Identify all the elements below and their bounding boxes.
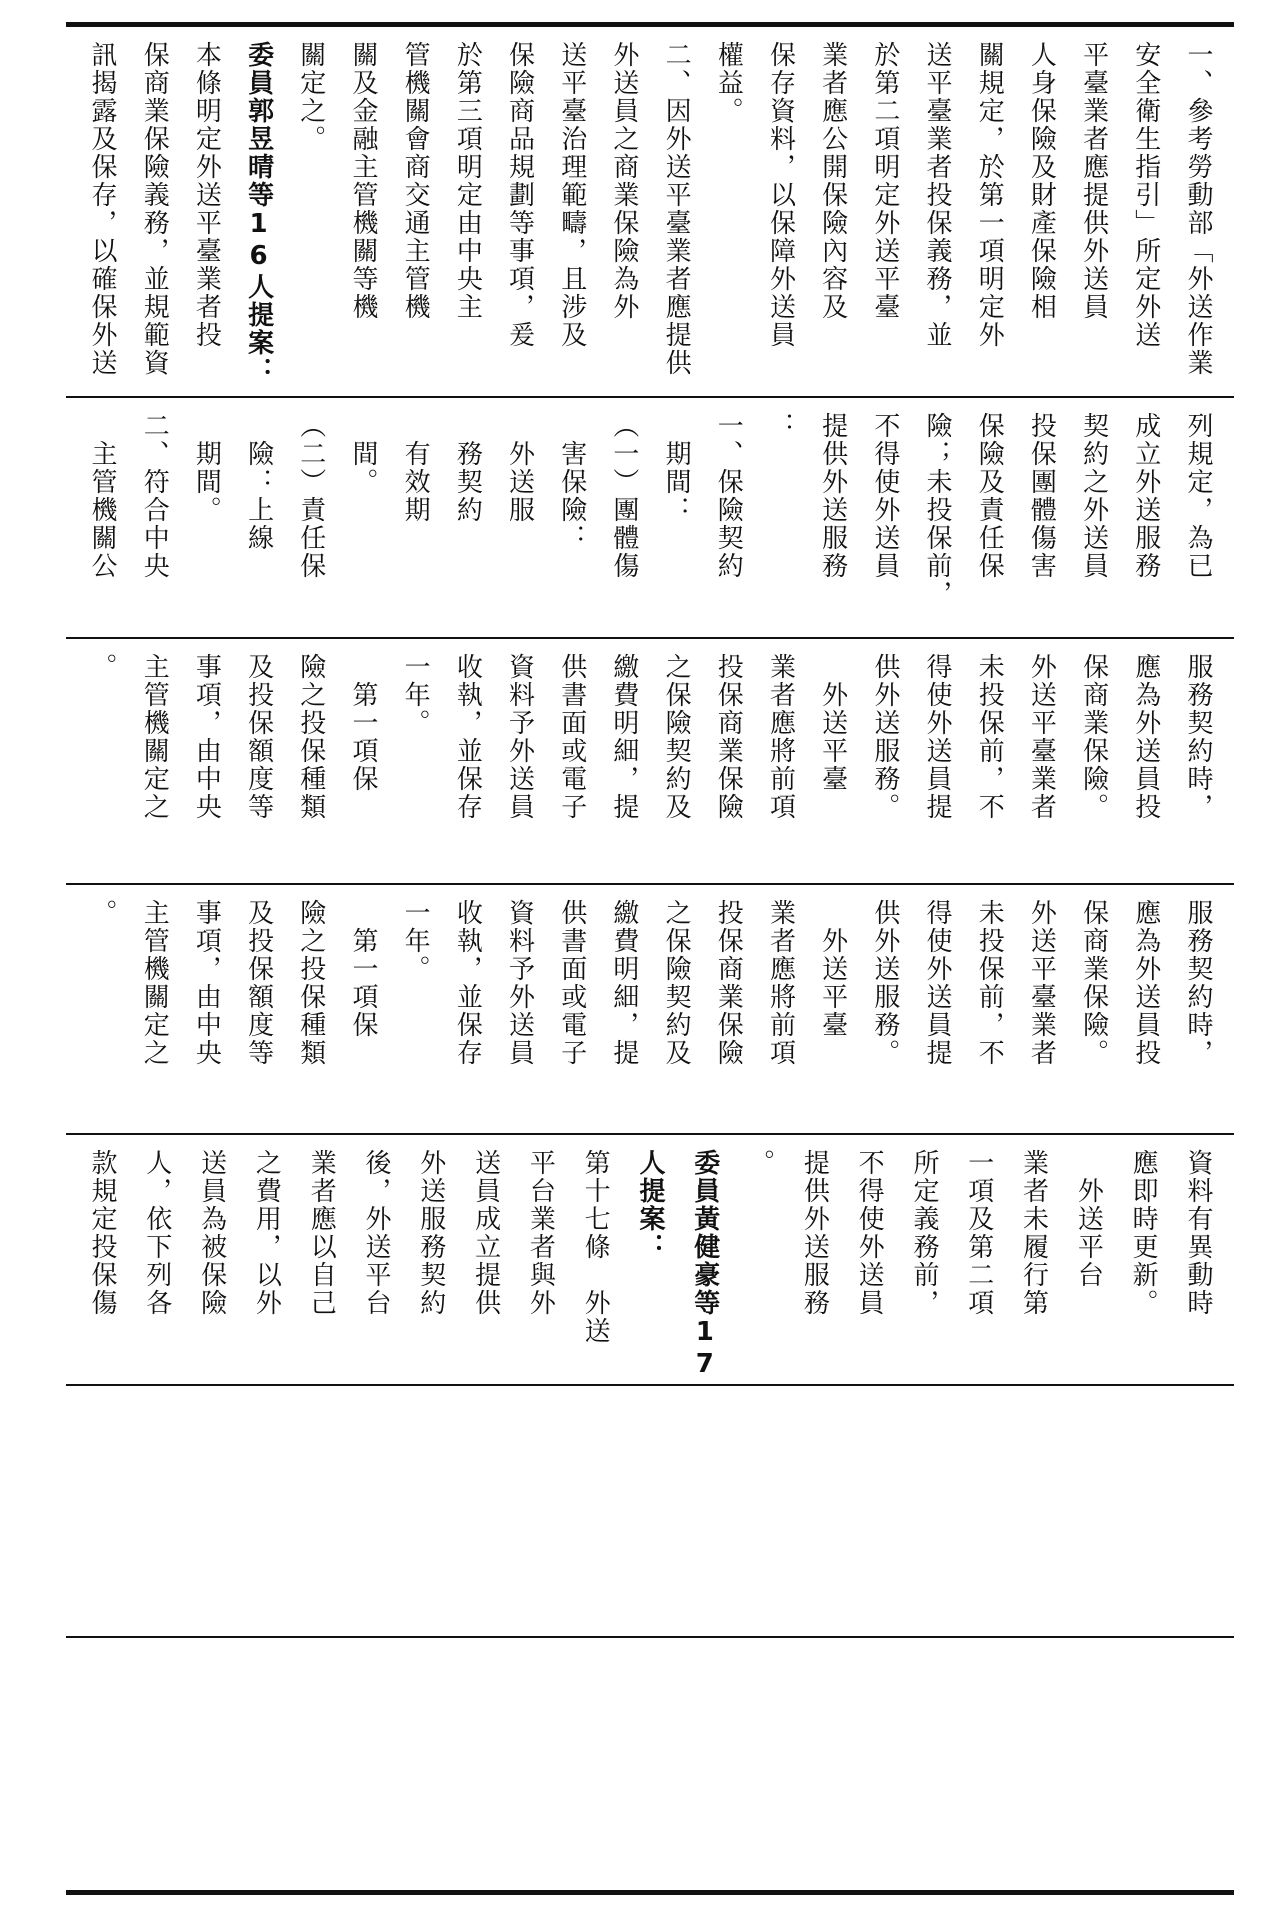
text-column: 關及金融主管機關等機 (347, 41, 378, 321)
band-4-columns (80, 885, 1220, 1133)
text-column: 保存資料，以保障外送員 (765, 41, 796, 349)
text-column: 列規定，為已 (1182, 412, 1213, 580)
text-column: 一、參考勞動部「外送作業 (1182, 41, 1213, 377)
text-column: 險；未投保前， (922, 412, 952, 608)
empty-band-2 (66, 1638, 1234, 1890)
text-column: 外送服 (504, 412, 535, 524)
text-column: 繳費明細，提 (608, 899, 639, 1067)
text-column: 不得使外送員 (869, 412, 900, 580)
text-column: 保商業保險。 (1078, 653, 1109, 821)
text-column: 權益。 (713, 41, 744, 125)
text-column: 外送平臺業者 (1026, 653, 1057, 821)
text-column: 於第二項明定外送平臺 (869, 41, 900, 321)
text-column: 得使外送員提 (922, 653, 952, 821)
text-column: 委員郭昱晴等16人提案： (243, 41, 274, 385)
text-column: 送平臺業者投保義務，並 (922, 41, 952, 349)
text-column: 。 (87, 899, 117, 927)
band-3-columns (80, 639, 1220, 883)
text-column: 人提案： (634, 1149, 665, 1261)
text-column: 。 (744, 1149, 775, 1177)
text-column: 收執，並保存 (452, 899, 483, 1067)
text-column: 之保險契約及 (661, 899, 692, 1067)
text-column: 外送平臺 (817, 653, 848, 793)
text-column: 契約之外送員 (1078, 412, 1109, 580)
text-column: 間。 (347, 412, 378, 496)
text-column: 第十七條 外送 (580, 1149, 611, 1345)
text-column: 得使外送員提 (922, 899, 952, 1067)
text-column: 期間。 (191, 412, 222, 524)
text-band-1 (66, 27, 1234, 395)
band-5-columns (80, 1135, 1220, 1383)
text-column: 險：上線 (243, 412, 274, 552)
text-band-3 (66, 639, 1234, 883)
text-column: 業者應以自己 (306, 1149, 337, 1317)
text-column: 。 (87, 653, 117, 681)
empty-band-1 (66, 1386, 1234, 1636)
text-column: 安全衛生指引」所定外送 (1130, 41, 1161, 349)
text-column: 投保團體傷害 (1026, 412, 1057, 580)
band-1-columns (80, 27, 1220, 395)
text-column: 供書面或電子 (556, 899, 587, 1067)
text-column: ： (765, 412, 796, 440)
text-column: 一、保險契約 (713, 412, 744, 580)
text-column: 外送平台 (1073, 1149, 1104, 1289)
text-column: 主管機關定之 (139, 899, 170, 1067)
text-column: 期間： (661, 412, 692, 524)
text-column: 委員黃健豪等17 (689, 1149, 720, 1381)
text-column: 供外送服務。 (869, 653, 900, 821)
text-column: 送平臺治理範疇，且涉及 (556, 41, 587, 349)
text-column: 未投保前，不 (974, 899, 1005, 1067)
text-column: 本條明定外送平臺業者投 (191, 41, 222, 349)
text-column: 業者未履行第 (1018, 1149, 1049, 1317)
text-column: 一年。 (400, 899, 431, 983)
text-column: 外送服務契約 (415, 1149, 446, 1317)
text-column: 險之投保種類 (295, 899, 326, 1067)
text-column: 供外送服務。 (869, 899, 900, 1067)
text-column: 事項，由中央 (191, 899, 222, 1067)
text-column: 業者應將前項 (765, 899, 796, 1067)
text-column: 繳費明細，提 (608, 653, 639, 821)
text-column: 提供外送服務 (817, 412, 848, 580)
text-column: 關定之。 (295, 41, 326, 153)
text-column: 款規定投保傷 (87, 1149, 117, 1317)
text-column: 服務契約時， (1182, 653, 1213, 821)
text-column: 第一項保 (347, 653, 378, 793)
text-column: 投保商業保險 (713, 899, 744, 1067)
text-column: 主管機關定之 (139, 653, 170, 821)
text-column: 供書面或電子 (556, 653, 587, 821)
text-column: 一年。 (400, 653, 431, 737)
text-column: 二、符合中央 (139, 412, 170, 580)
bottom-rule (66, 1890, 1234, 1895)
text-column: 關規定，於第一項明定外 (974, 41, 1005, 349)
text-column: 於第三項明定由中央主 (452, 41, 483, 321)
text-band-5 (66, 1135, 1234, 1383)
text-column: 資料有異動時 (1182, 1149, 1213, 1317)
text-column: （二）責任保 (295, 412, 326, 580)
text-column: 事項，由中央 (191, 653, 222, 821)
text-column: 送員成立提供 (470, 1149, 501, 1317)
text-column: 平台業者與外 (525, 1149, 556, 1317)
text-column: 保險及責任保 (974, 412, 1005, 580)
text-column: 及投保額度等 (243, 653, 274, 821)
text-column: 外送員之商業保險為外 (608, 41, 639, 321)
text-column: 業者應將前項 (765, 653, 796, 821)
text-column: 服務契約時， (1182, 899, 1213, 1067)
text-column: 訊揭露及保存，以確保外送 (87, 41, 117, 377)
text-band-2 (66, 398, 1234, 636)
text-column: 收執，並保存 (452, 653, 483, 821)
text-column: 後，外送平台 (360, 1149, 391, 1317)
text-column: 所定義務前， (908, 1149, 939, 1317)
text-column: 保商業保險。 (1078, 899, 1109, 1067)
text-column: 險之投保種類 (295, 653, 326, 821)
text-column: 不得使外送員 (854, 1149, 885, 1317)
text-column: 人身保險及財產保險相 (1026, 41, 1057, 321)
text-column: 提供外送服務 (799, 1149, 830, 1317)
text-column: 成立外送服務 (1130, 412, 1161, 580)
band-2-columns (80, 398, 1220, 636)
text-column: 平臺業者應提供外送員 (1078, 41, 1109, 321)
text-column: 應即時更新。 (1128, 1149, 1159, 1317)
text-column: 應為外送員投 (1130, 899, 1161, 1067)
text-column: 及投保額度等 (243, 899, 274, 1067)
text-column: 資料予外送員 (504, 899, 535, 1067)
text-column: 保商業保險義務，並規範資 (139, 41, 170, 377)
text-column: 送員為被保險 (196, 1149, 227, 1317)
text-column: 投保商業保險 (713, 653, 744, 821)
text-column: 外送平臺 (817, 899, 848, 1039)
text-column: 人，依下列各 (141, 1149, 172, 1317)
text-band-4 (66, 885, 1234, 1133)
text-column: 務契約 (452, 412, 483, 524)
text-column: 保險商品規劃等事項，爰 (504, 41, 535, 349)
text-column: （一）團體傷 (608, 412, 639, 580)
text-column: 應為外送員投 (1130, 653, 1161, 821)
text-column: 第一項保 (347, 899, 378, 1039)
text-column: 未投保前，不 (974, 653, 1005, 821)
text-column: 外送平臺業者 (1026, 899, 1057, 1067)
text-column: 管機關會商交通主管機 (400, 41, 431, 321)
text-column: 之保險契約及 (661, 653, 692, 821)
text-column: 害保險： (556, 412, 587, 552)
text-column: 資料予外送員 (504, 653, 535, 821)
text-column: 之費用，以外 (251, 1149, 282, 1317)
text-column: 一項及第二項 (963, 1149, 994, 1317)
text-column: 有效期 (400, 412, 431, 524)
text-column: 二、因外送平臺業者應提供 (661, 41, 692, 377)
text-column: 業者應公開保險內容及 (817, 41, 848, 321)
text-column: 主管機關公 (87, 412, 117, 580)
